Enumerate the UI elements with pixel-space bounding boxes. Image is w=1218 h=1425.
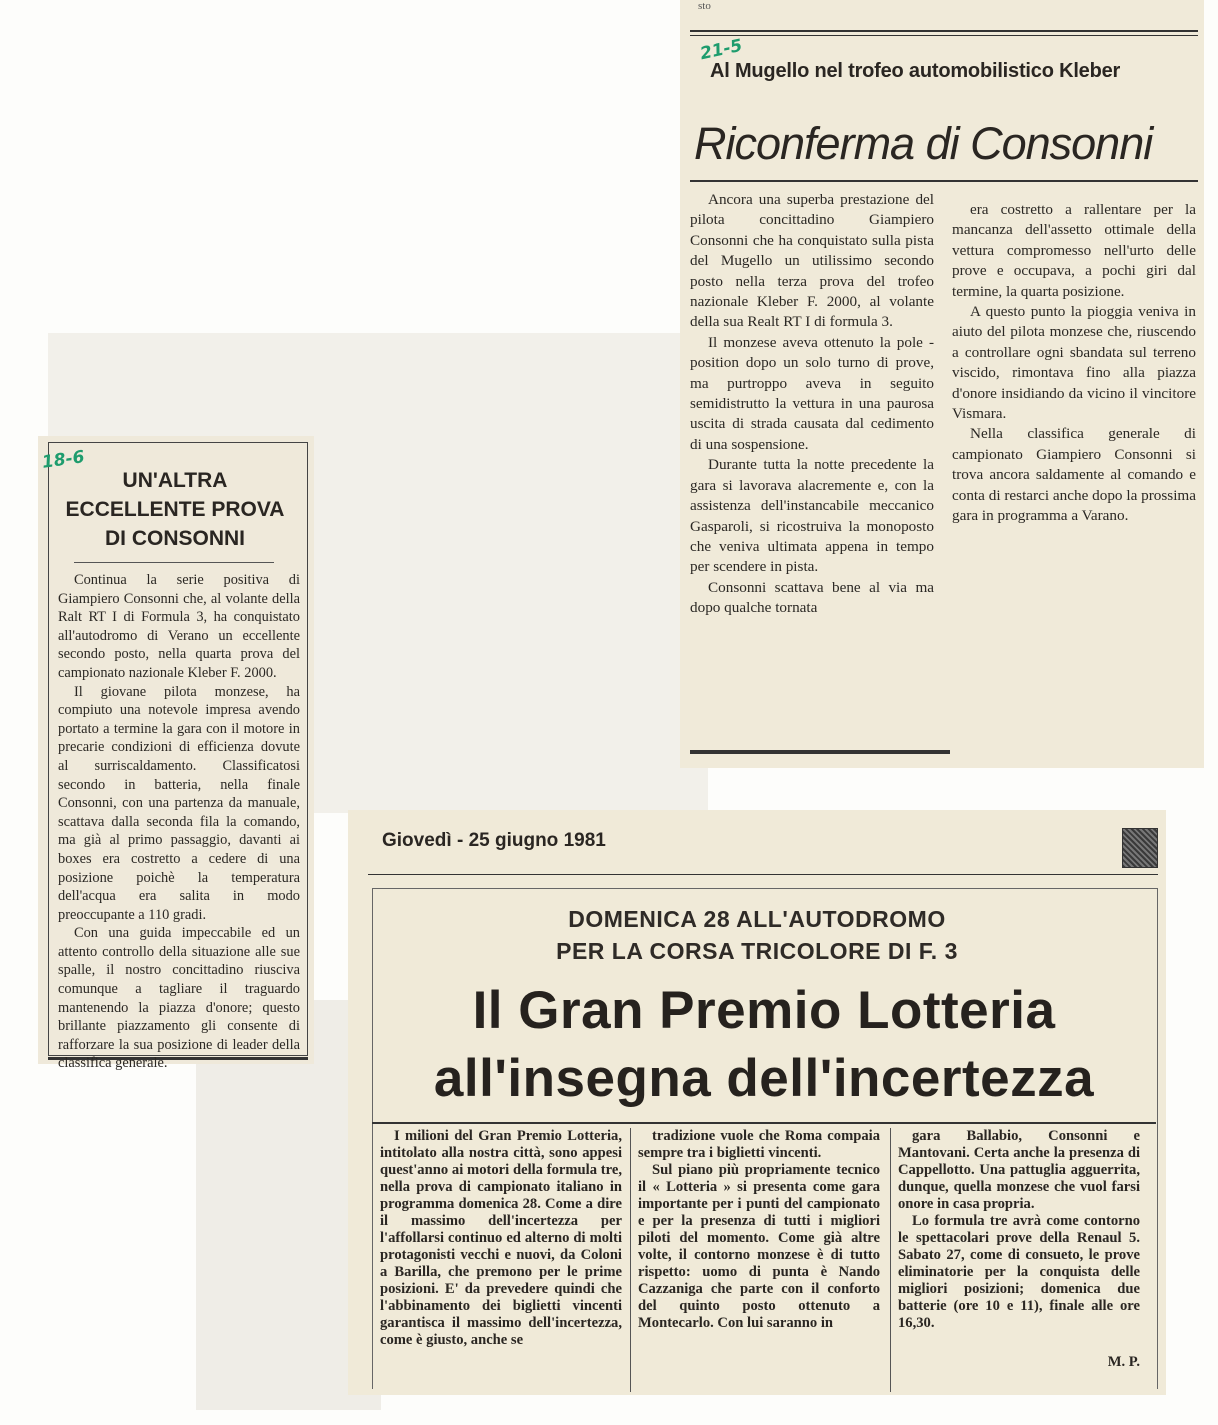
- article-kicker: DOMENICA 28 ALL'AUTODROMO: [568, 906, 946, 932]
- article-column-2: [638, 1128, 880, 1332]
- section-marker: [1122, 828, 1158, 868]
- bottom-rule: [690, 750, 950, 754]
- article-column-1: [380, 1128, 622, 1349]
- paragraph: I milioni del Gran Premio Lotteria, intitolato alla nostra città, sono appesi quest'anno ai motori della formula tre, nella prova di campionato italiano in programma domenica 28. Come a dire il massimo dell'incertezza per l'affollarsi continuo ed alterno di molti protagonisti vecchi e nuovi, da Coloni a Barilla, che premono per le prime posizioni. E' da prevedere quindi che l'abbinamento dei biglietti vincenti garantisca il massimo dell'incertezza, come è giusto, anche se: [380, 1128, 622, 1348]
- clipping-altra-prova: [38, 436, 314, 1072]
- paragraph: Nella classifica generale di campionato Giampiero Consonni si trova ancora saldamente al comando e conta di restarci anche dopo la prossima gara in programma a Varano.: [952, 425, 1196, 525]
- article-body: [58, 571, 300, 1073]
- article-column-2: [952, 200, 1196, 527]
- paragraph: Ancora una superba prestazione del pilota concittadino Giampiero Consonni che ha conquistato sulla pista del Mugello un utilissimo secondo posto nella terza prova del trofeo nazionale Kleber F. 2000, al volante della sua Realt RT I di formula 3.: [690, 191, 934, 331]
- title-rule: [74, 562, 274, 563]
- paragraph: A questo punto la pioggia veniva in aiuto del pilota monzese che, riuscendo a controllare ogni sbandata sul terreno viscido, rimontava fino alla piazza d'onore insidiando da vicino il vincitore Vismara.: [952, 303, 1196, 423]
- paragraph: Lo formula tre avrà come contorno le spettacolari prove della Renaul 5. Sabato 27, come di consueto, le prove eliminatorie per la conquista delle migliori posizioni; domenica due batterie (ore 10 e 11), finale alle ore 16,30.: [898, 1213, 1140, 1331]
- paragraph: Durante tutta la notte precedente la gara si lavorava alacremente e, con la assistenza dell'instancabile meccanico Gasparoli, si ricostruiva la monoposto che veniva ultimata appena in tempo per scendere in pista.: [690, 456, 934, 576]
- dateline-rule: [368, 874, 1158, 875]
- paragraph: tradizione vuole che Roma compaia sempre tra i biglietti vincenti.: [638, 1128, 880, 1161]
- paragraph: gara Ballabio, Consonni e Mantovani. Certa anche la presenza di Cappellotto. Una pattuglia agguerrita, dunque, quella monzese che vuol farsi onore in casa propria.: [898, 1128, 1140, 1212]
- article-title: [50, 466, 300, 553]
- paragraph: Sul piano più propriamente tecnico il « Lotteria » si presenta come gara importante per i punti del campionato e per la presenza di tutti i migliori piloti del momento. Come già altre volte, il contorno monzese è di tutto rispetto: uomo di punta è Nando Cazzaniga che parte con il conforto del quinto posto ottenuto a Montecarlo. Con lui saranno in: [638, 1162, 880, 1331]
- clipping-lotteria: [348, 810, 1166, 1395]
- article-column-1: [690, 190, 934, 619]
- paragraph: Continua la serie positiva di Giampiero Consonni che, al volante della Ralt RT I di Formula 3, ha conquistato all'autodromo di Verano un eccellente secondo posto, nella quarta prova del campionato nazionale Kleber F. 2000.: [58, 572, 300, 681]
- column-divider: [630, 1128, 631, 1392]
- paragraph: Il monzese aveva ottenuto la pole - position dopo un solo turno di prove, ma purtroppo aveva in seguito semidistrutto la vettura in una paurosa uscita di strada causata dal cedimento di una sospensione.: [690, 333, 934, 453]
- title-rule: [690, 180, 1198, 182]
- article-title: Riconferma di Consonni: [694, 118, 1153, 169]
- paragraph: Consonni scattava bene al via ma dopo qualche tornata: [690, 578, 934, 617]
- title-line: DI CONSONNI: [104, 527, 245, 550]
- paragraph: era costretto a rallentare per la mancanza dell'assetto ottimale della vettura compromesso nell'urto delle prove e occupava, a pochi giri dal termine, la quarta posizione.: [952, 201, 1196, 300]
- top-rule: [690, 30, 1198, 36]
- dateline: Giovedì - 25 giugno 1981: [382, 830, 606, 851]
- clipping-mugello: [680, 0, 1204, 768]
- handwritten-date: 18-6: [40, 447, 86, 473]
- paragraph: Il giovane pilota monzese, ha compiuto una notevole impresa avendo portato a termine la gara con il motore in precarie condizioni di efficienza dovute al surriscaldamento. Classificatosi secondo in batteria, nella finale Consonni, con una partenza da manuale, scattava dalla seconda fila la comando, ma già al primo passaggio, davanti ai boxes era costretto a cedere di una posizione poichè la temperatura dell'acqua era salita in modo preoccupante a 110 gradi.: [58, 683, 300, 923]
- headline: all'insegna dell'incertezza: [433, 1049, 1095, 1108]
- title-line: UN'ALTRA: [122, 469, 228, 492]
- handwritten-date: 21-5: [698, 35, 745, 65]
- article-kicker: PER LA CORSA TRICOLORE DI F. 3: [556, 938, 958, 964]
- paragraph: Con una guida impeccabile ed un attento controllo della situazione alle sue spalle, il nostro concittadino riusciva comunque a tagliare il traguardo mantenendo la piazza d'onore; questo brillante piazzamento gli consente di rafforzare la sua posizione di leader della classifica generale.: [58, 925, 300, 1072]
- headline: Il Gran Premio Lotteria: [472, 981, 1056, 1040]
- cut-label: sto: [698, 0, 711, 12]
- author-signature: M. P.: [1107, 1354, 1140, 1370]
- headline-rule: [372, 1122, 1156, 1124]
- column-divider: [890, 1128, 891, 1392]
- article-kicker: Al Mugello nel trofeo automobilistico Kleber: [710, 60, 1121, 82]
- title-line: ECCELLENTE PROVA: [65, 498, 285, 521]
- article-column-3: [898, 1128, 1140, 1371]
